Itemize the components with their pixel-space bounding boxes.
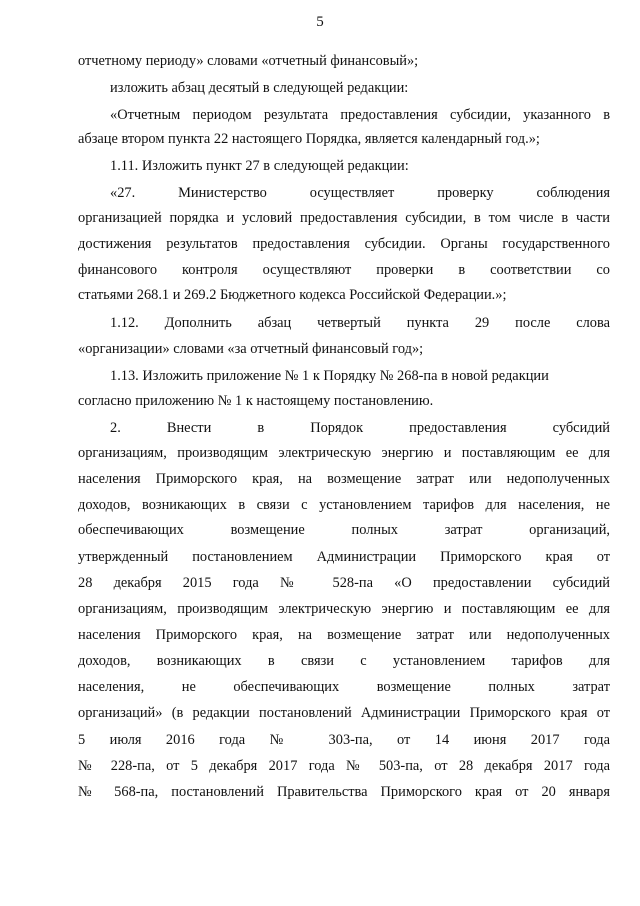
text-line: изложить абзац десятый в следующей редакции: (110, 80, 409, 96)
text-line: отчетному периоду» словами «отчетный финансовый»; (78, 53, 419, 69)
text-line: населения Приморского края, на возмещение затрат или недополученных (78, 471, 610, 487)
text-line: статьями 268.1 и 269.2 Бюджетного кодекса Российской Федерации.»; (78, 287, 507, 303)
text-line: организациям, производящим электрическую энергию и поставляющим ее для (78, 445, 610, 461)
text-line: «27. Министерство осуществляет проверку соблюдения (110, 185, 610, 201)
text-line: № 228-па, от 5 декабря 2017 года № 503-па, от 28 декабря 2017 года (78, 758, 610, 774)
text-line: населения Приморского края, на возмещение затрат или недополученных (78, 627, 610, 643)
text-line: 2. Внести в Порядок предоставления субсидий (110, 420, 610, 436)
text-line: доходов, возникающих в связи с установлением тарифов для населения, не (78, 497, 610, 513)
text-line: согласно приложению № 1 к настоящему постановлению. (78, 393, 434, 409)
text-line: населения, не обеспечивающих возмещение полных затрат (78, 679, 610, 695)
text-line: 1.11. Изложить пункт 27 в следующей редакции: (110, 158, 409, 174)
text-line: 1.12. Дополнить абзац четвертый пункта 29 после слова (110, 315, 610, 331)
text-line: 1.13. Изложить приложение № 1 к Порядку № 268-па в новой редакции (110, 368, 549, 384)
text-line: финансового контроля осуществляют проверки в соответствии со (78, 262, 610, 278)
page-number: 5 (316, 14, 324, 30)
text-line: 28 декабря 2015 года № 528-па «О предоставлении субсидий (78, 575, 610, 591)
text-line: доходов, возникающих в связи с установлением тарифов для (78, 653, 610, 669)
text-line: абзаце втором пункта 22 настоящего Порядка, является календарный год.»; (78, 131, 540, 147)
text-line: утвержденный постановлением Администрации Приморского края от (78, 549, 610, 565)
text-line: № 568-па, постановлений Правительства Приморского края от 20 января (78, 784, 610, 800)
text-line: «Отчетным периодом результата предоставления субсидии, указанного в (110, 107, 610, 123)
text-line: организаций» (в редакции постановлений Администрации Приморского края от (78, 705, 610, 721)
text-line: достижения результатов предоставления субсидии. Органы государственного (78, 236, 610, 252)
text-line: организацией порядка и условий предоставления субсидии, в том числе в части (78, 210, 610, 226)
text-line: обеспечивающих возмещение полных затрат организаций, (78, 522, 610, 538)
text-line: 5 июля 2016 года № 303-па, от 14 июня 2017 года (78, 732, 610, 748)
text-line: организациям, производящим электрическую энергию и поставляющим ее для (78, 601, 610, 617)
text-line: «организации» словами «за отчетный финансовый год»; (78, 341, 424, 357)
